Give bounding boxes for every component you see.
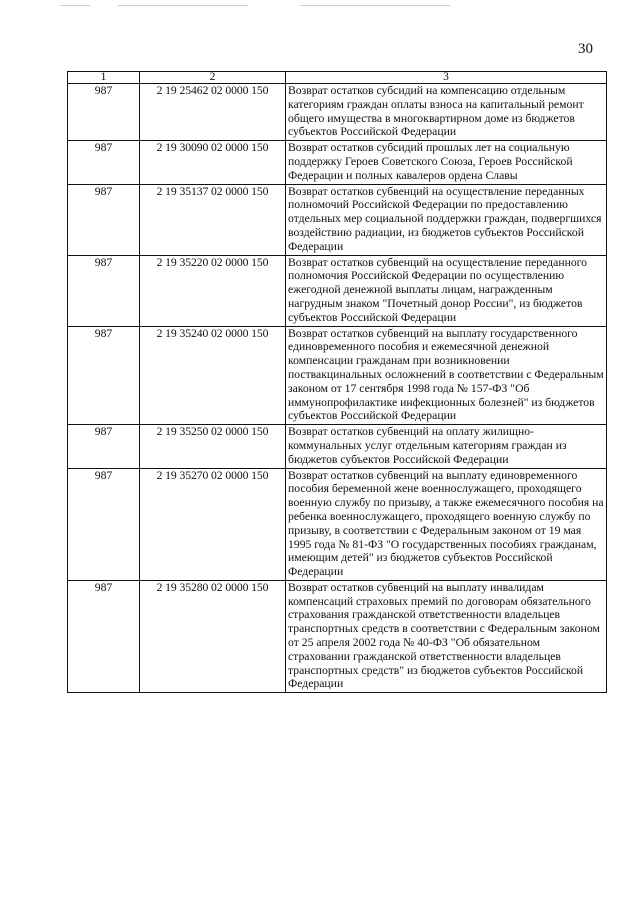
table-row	[68, 468, 607, 580]
table-row	[68, 84, 607, 141]
admin-code-cell: 987	[68, 255, 140, 326]
budget-code-cell: 2 19 30090 02 0000 150	[140, 141, 286, 184]
description-cell: Возврат остатков субвенций на оплату жилищно-коммунальных услуг отдельным категориям граждан из бюджетов субъектов Российской Федерации	[286, 425, 607, 468]
scan-artifact	[60, 5, 90, 6]
scan-artifact	[300, 5, 450, 6]
page-number: 30	[578, 41, 593, 57]
scan-artifact	[118, 5, 248, 6]
description-cell: Возврат остатков субвенций на выплату государственного единовременного пособия и ежемесячной денежной компенсации гражданам при возникновении поствакцинальных осложнений в соответствии с Федеральным законом от 17 сентября 1998 года № 157-ФЗ "Об иммунопрофилактике инфекционных болезней" из бюджетов субъектов Российской Федерации	[286, 326, 607, 425]
column-header-3: 3	[286, 72, 607, 84]
column-header-1: 1	[68, 72, 140, 84]
column-header-2: 2	[140, 72, 286, 84]
budget-codes-table	[67, 71, 607, 693]
table-row	[68, 141, 607, 184]
table-row	[68, 580, 607, 692]
budget-code-cell: 2 19 35240 02 0000 150	[140, 326, 286, 425]
description-cell: Возврат остатков субсидий прошлых лет на социальную поддержку Героев Советского Союза, Героев Российской Федерации и полных кавалеров ордена Славы	[286, 141, 607, 184]
admin-code-cell: 987	[68, 141, 140, 184]
description-cell: Возврат остатков субвенций на осуществление переданных полномочий Российской Федерации по предоставлению отдельных мер социальной поддержки граждан, подвергшихся воздействию радиации, из бюджетов субъектов Российской Федерации	[286, 184, 607, 255]
budget-code-cell: 2 19 35250 02 0000 150	[140, 425, 286, 468]
description-cell: Возврат остатков субвенций на осуществление переданного полномочия Российской Федерации по осуществлению ежегодной денежной выплаты лицам, награжденным нагрудным знаком "Почетный донор России", из бюджетов субъектов Российской Федерации	[286, 255, 607, 326]
table-header-row	[68, 72, 607, 84]
admin-code-cell: 987	[68, 468, 140, 580]
admin-code-cell: 987	[68, 425, 140, 468]
budget-code-cell: 2 19 35137 02 0000 150	[140, 184, 286, 255]
budget-code-cell: 2 19 35280 02 0000 150	[140, 580, 286, 692]
admin-code-cell: 987	[68, 326, 140, 425]
admin-code-cell: 987	[68, 84, 140, 141]
table-row	[68, 425, 607, 468]
budget-code-cell: 2 19 35220 02 0000 150	[140, 255, 286, 326]
budget-code-cell: 2 19 35270 02 0000 150	[140, 468, 286, 580]
admin-code-cell: 987	[68, 184, 140, 255]
budget-code-cell: 2 19 25462 02 0000 150	[140, 84, 286, 141]
table-row	[68, 184, 607, 255]
description-cell: Возврат остатков субвенций на выплату инвалидам компенсаций страховых премий по договорам обязательного страхования гражданской ответственности владельцев транспортных средств в соответствии с Федеральным законом от 25 апреля 2002 года № 40-ФЗ "Об обязательном страховании гражданской ответственности владельцев транспортных средств" из бюджетов субъектов Российской Федерации	[286, 580, 607, 692]
description-cell: Возврат остатков субсидий на компенсацию отдельным категориям граждан оплаты взноса на капитальный ремонт общего имущества в многоквартирном доме из бюджетов субъектов Российской Федерации	[286, 84, 607, 141]
table-row	[68, 255, 607, 326]
admin-code-cell: 987	[68, 580, 140, 692]
description-cell: Возврат остатков субвенций на выплату единовременного пособия беременной жене военнослужащего, проходящего военную службу по призыву, а также ежемесячного пособия на ребенка военнослужащего, проходящего военную службу по призыву, в соответствии с Федеральным законом от 19 мая 1995 года № 81-ФЗ "О государственных пособиях гражданам, имеющим детей" из бюджетов субъектов Российской Федерации	[286, 468, 607, 580]
table-row	[68, 326, 607, 425]
